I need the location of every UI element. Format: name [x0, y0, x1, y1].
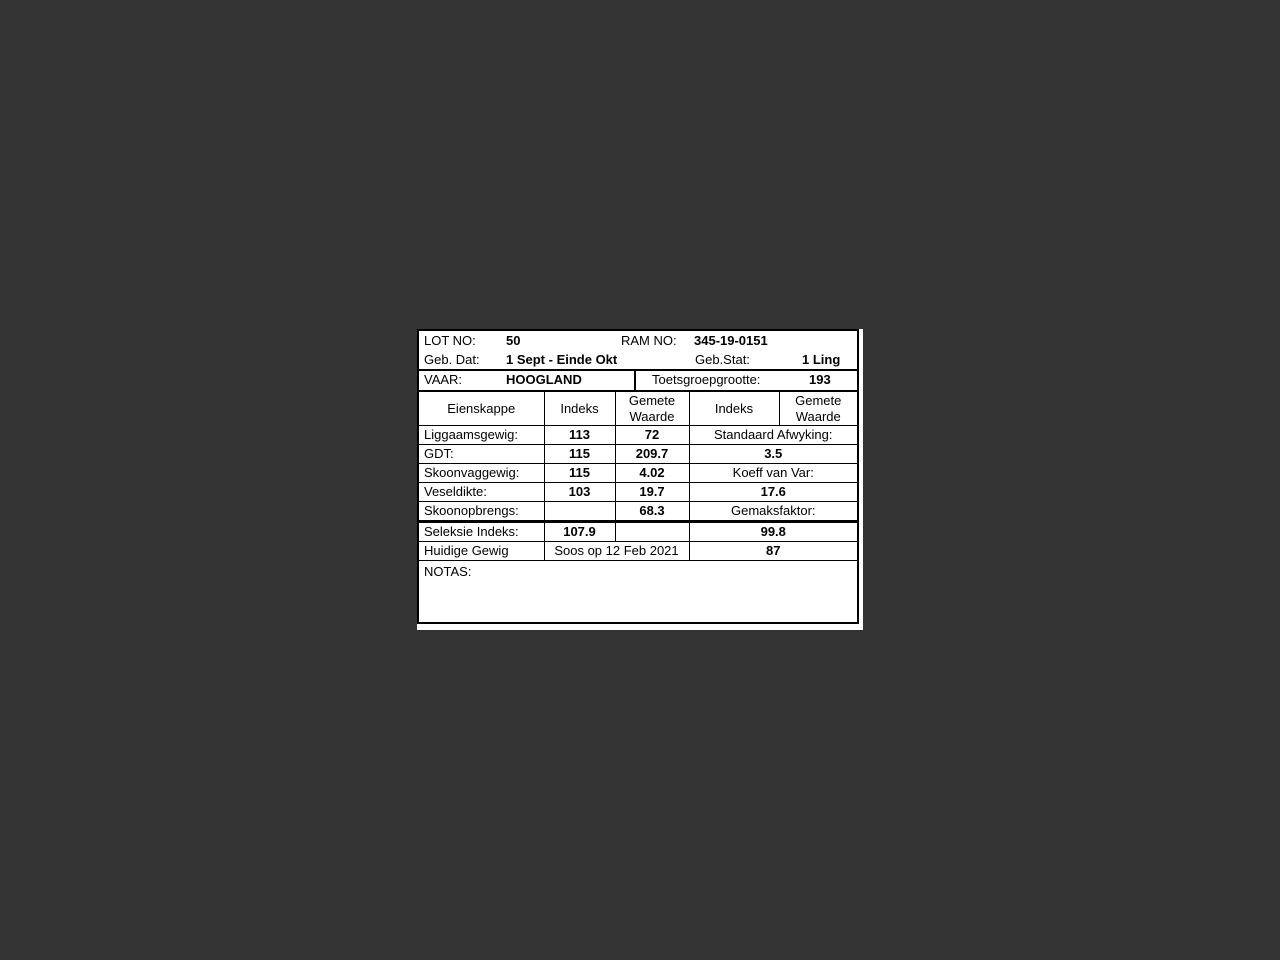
notas-section — [419, 561, 857, 619]
trait-label: Veseldikte: — [419, 483, 544, 502]
trait-row — [419, 542, 857, 561]
trait-value: 113 — [544, 426, 615, 445]
toetsgroepgrootte-label: Toetsgroepgrootte: — [652, 372, 761, 387]
trait-label: Huidige Gewig — [419, 542, 544, 561]
trait-value — [544, 502, 615, 522]
column-header-indeks-2: Indeks — [689, 392, 779, 426]
trait-value: 4.02 — [615, 464, 689, 483]
trait-value: Soos op 12 Feb 2021 — [544, 542, 689, 561]
trait-value: 209.7 — [615, 445, 689, 464]
ram-record-card — [417, 329, 863, 630]
trait-value: 17.6 — [689, 483, 857, 502]
trait-value: 99.8 — [689, 522, 857, 542]
column-header-indeks-1: Indeks — [544, 392, 615, 426]
sire-row — [419, 371, 857, 392]
trait-row — [419, 483, 857, 502]
lot-no-label: LOT NO: — [424, 333, 476, 348]
ram-no-value: 345-19-0151 — [694, 333, 768, 348]
notas-label: NOTAS: — [424, 564, 472, 579]
trait-value: 103 — [544, 483, 615, 502]
geb-stat-value: 1 Ling — [802, 352, 841, 367]
geb-dat-value: 1 Sept - Einde Okt — [506, 352, 618, 367]
geb-dat-label: Geb. Dat: — [424, 352, 480, 367]
trait-value: 3.5 — [689, 445, 857, 464]
sire-cell — [419, 371, 636, 390]
vaar-value: HOOGLAND — [506, 372, 582, 387]
trait-row — [419, 426, 857, 445]
ram-no-label: RAM NO: — [621, 333, 677, 348]
trait-value: Koeff van Var: — [689, 464, 857, 483]
lot-no-value: 50 — [506, 333, 521, 348]
trait-label: Skoonopbrengs: — [419, 502, 544, 522]
traits-table-body — [419, 426, 857, 561]
trait-label: Seleksie Indeks: — [419, 522, 544, 542]
traits-table — [419, 392, 857, 561]
identity-block — [419, 331, 857, 371]
trait-value: Gemaksfaktor: — [689, 502, 857, 522]
trait-value: Standaard Afwyking: — [689, 426, 857, 445]
toetsgroepgrootte-value: 193 — [809, 372, 831, 387]
trait-label: Skoonvaggewig: — [419, 464, 544, 483]
trait-value: 115 — [544, 464, 615, 483]
trait-value: 87 — [689, 542, 857, 561]
trait-row — [419, 522, 857, 542]
trait-row — [419, 464, 857, 483]
lot-ram-row — [419, 331, 857, 350]
trait-label: Liggaamsgewig: — [419, 426, 544, 445]
trait-row — [419, 445, 857, 464]
trait-value: 107.9 — [544, 522, 615, 542]
trait-label: GDT: — [419, 445, 544, 464]
trait-value: 115 — [544, 445, 615, 464]
traits-header-row — [419, 392, 857, 426]
trait-value: 68.3 — [615, 502, 689, 522]
birth-row — [419, 350, 857, 369]
vaar-label: VAAR: — [424, 372, 463, 387]
test-group-cell — [636, 371, 857, 390]
trait-value — [615, 522, 689, 542]
trait-row — [419, 502, 857, 522]
column-header-gemete-waarde-2: Gemete Waarde — [779, 392, 857, 426]
column-header-eienskappe: Eienskappe — [419, 392, 544, 426]
trait-value: 19.7 — [615, 483, 689, 502]
geb-stat-label: Geb.Stat: — [695, 352, 750, 367]
column-header-gemete-waarde-1: Gemete Waarde — [615, 392, 689, 426]
record-sheet — [417, 329, 859, 624]
trait-value: 72 — [615, 426, 689, 445]
